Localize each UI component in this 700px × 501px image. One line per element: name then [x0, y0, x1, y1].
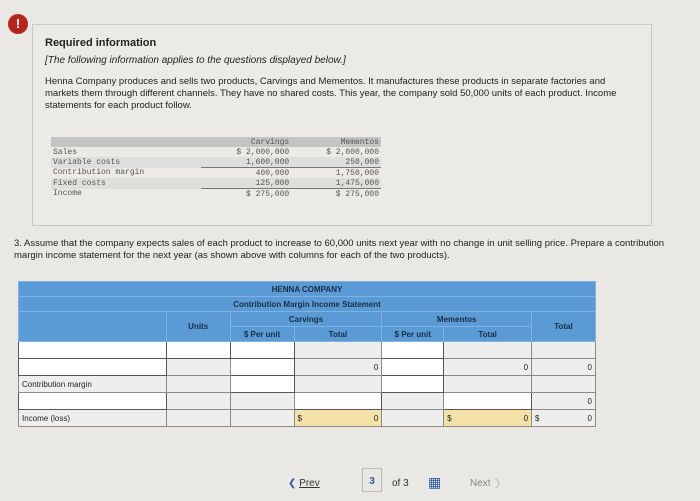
- prev-label: Prev: [299, 478, 320, 489]
- cm-mementos-per-unit-input[interactable]: [382, 376, 444, 393]
- row-label: Variable costs: [51, 157, 201, 168]
- row2-mementos-per-unit-input[interactable]: [382, 359, 444, 376]
- next-label: Next: [470, 478, 491, 489]
- cell: 400,000: [255, 168, 290, 178]
- row-label: Contribution margin: [53, 168, 145, 178]
- value: 0: [373, 413, 379, 423]
- statement-title: Contribution Margin Income Statement: [19, 297, 596, 312]
- carvings-total-header: Total: [294, 327, 382, 342]
- cell: 1,475,000: [291, 178, 381, 189]
- row-label: Income: [53, 189, 82, 199]
- page-number-box[interactable]: 3: [362, 468, 382, 492]
- row1-units-input[interactable]: [166, 342, 230, 359]
- cell: 1,600,000: [201, 157, 291, 168]
- row4-total: 0: [532, 393, 596, 410]
- dollar-sign: $: [535, 413, 540, 423]
- carvings-header: Carvings: [230, 312, 382, 327]
- mementos-total-header: Total: [444, 327, 532, 342]
- row1-mementos-per-unit-input[interactable]: [382, 342, 444, 359]
- grid-icon[interactable]: ▦: [428, 474, 442, 490]
- dollar-sign: $: [297, 413, 302, 423]
- mementos-header: Mementos: [382, 312, 532, 327]
- chevron-left-icon: ❮: [288, 478, 297, 489]
- cell: 1,750,000: [335, 168, 379, 178]
- row-label: Sales: [53, 147, 78, 157]
- row2-total: 0: [532, 359, 596, 376]
- dollar-sign: $: [447, 413, 452, 423]
- income-mementos-total: [444, 410, 532, 427]
- cm-carvings-per-unit-input[interactable]: [230, 376, 294, 393]
- cell: $ 275,000: [246, 189, 290, 199]
- row4-carvings-total-input[interactable]: [294, 393, 382, 410]
- row1-mementos-total: [444, 342, 532, 359]
- cell: $ 2,000,000: [326, 147, 379, 157]
- row2-label-input[interactable]: [19, 359, 167, 376]
- row1-carvings-per-unit-input[interactable]: [230, 342, 294, 359]
- cell: 125,000: [201, 178, 291, 189]
- row1-carvings-total: [294, 342, 382, 359]
- row4-carvings-per-unit: [230, 393, 294, 410]
- col-carvings: Carvings: [201, 137, 291, 147]
- row4-units: [166, 393, 230, 410]
- col-mementos: Mementos: [291, 137, 381, 147]
- cm-mementos-total: [444, 376, 532, 393]
- info-description: Henna Company produces and sells two products, Carvings and Mementos. It manufactures these products in separate factories and markets them through different channels. They have no shared costs. This year, the company sold 50,000 units of each product. Income statements for each product follow.: [45, 76, 617, 111]
- prev-button[interactable]: [288, 478, 320, 489]
- mementos-per-unit-header: $ Per unit: [382, 327, 444, 342]
- row-label: Fixed costs: [51, 178, 201, 189]
- alert-icon: !: [8, 14, 28, 34]
- cm-total: [532, 376, 596, 393]
- cm-units: [166, 376, 230, 393]
- info-subtitle: [The following information applies to the questions displayed below.]: [45, 55, 346, 66]
- next-button[interactable]: [470, 478, 502, 489]
- company-name: HENNA COMPANY: [19, 282, 596, 297]
- cell: 250,000: [291, 157, 381, 168]
- income-loss-label: Income (loss): [19, 410, 167, 427]
- value: 0: [587, 413, 592, 423]
- row2-units: [166, 359, 230, 376]
- required-information-panel: [32, 24, 652, 226]
- row1-label-input[interactable]: [19, 342, 167, 359]
- income-carvings-total: [294, 410, 382, 427]
- chevron-right-icon: ❯: [493, 478, 502, 489]
- contribution-margin-label: Contribution margin: [19, 376, 167, 393]
- row4-label-input[interactable]: [19, 393, 167, 410]
- value: 0: [523, 413, 529, 423]
- carvings-per-unit-header: $ Per unit: [230, 327, 294, 342]
- row2-carvings-total: 0: [294, 359, 382, 376]
- units-header: Units: [166, 312, 230, 342]
- row2-carvings-per-unit-input[interactable]: [230, 359, 294, 376]
- page-of: of 3: [392, 478, 409, 489]
- cell: $ 2,000,000: [236, 147, 290, 157]
- total-header: Total: [532, 312, 596, 342]
- cm-carvings-total: [294, 376, 382, 393]
- row1-total: [532, 342, 596, 359]
- row4-mementos-total-input[interactable]: [444, 393, 532, 410]
- cell: $ 275,000: [335, 189, 379, 199]
- info-title: Required information: [45, 37, 157, 49]
- cm-income-statement-grid: [18, 281, 596, 427]
- question-text: 3. Assume that the company expects sales of each product to increase to 60,000 units next year with no change in unit selling price. Prepare a contribution margin income statement for the next year (as shown above with columns for each of the two products).: [14, 238, 665, 261]
- row2-mementos-total: 0: [444, 359, 532, 376]
- row4-mementos-per-unit: [382, 393, 444, 410]
- income-statements-table: [51, 137, 381, 199]
- income-total: [532, 410, 596, 427]
